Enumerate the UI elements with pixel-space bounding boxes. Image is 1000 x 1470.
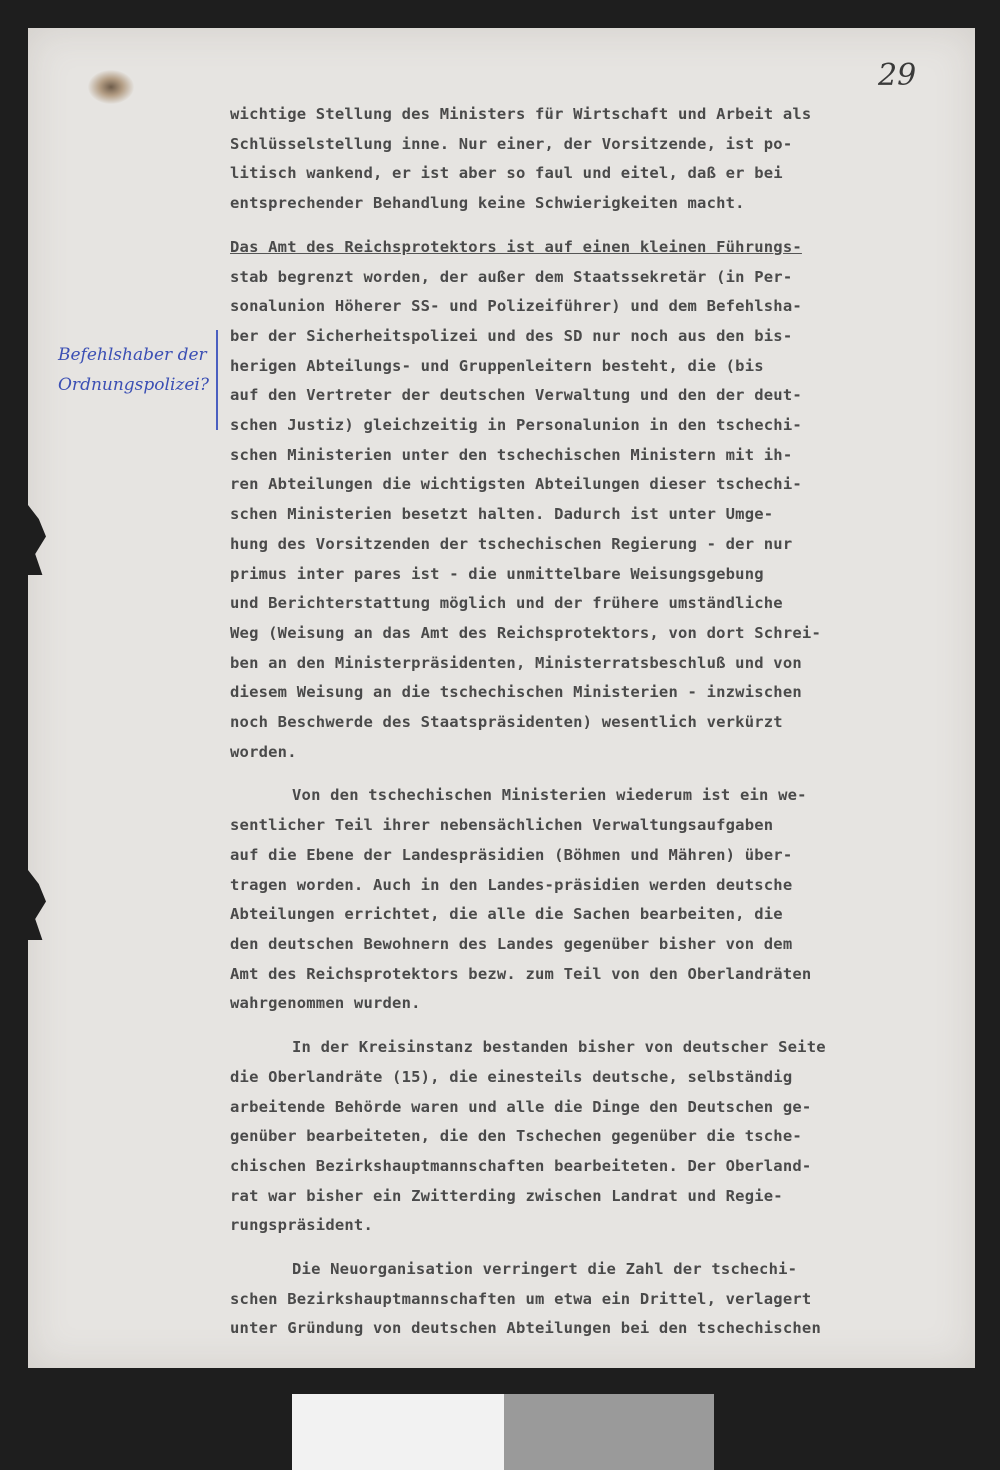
text-line: auf die Ebene der Landespräsidien (Böhmen und Mähren) über- xyxy=(230,845,793,864)
text-line: ben an den Ministerpräsidenten, Ministerratsbeschluß und von xyxy=(230,653,802,672)
text-line: Weg (Weisung an das Amt des Reichsprotektors, von dort Schrei- xyxy=(230,623,821,642)
text-line: herigen Abteilungs- und Gruppenleitern besteht, die (bis xyxy=(230,356,764,375)
page-number: 29 xyxy=(878,58,917,93)
text-line: rat war bisher ein Zwitterding zwischen Landrat und Regie- xyxy=(230,1186,783,1205)
annotation-line: Ordnungspolizei? xyxy=(58,375,209,395)
text-line: wahrgenommen wurden. xyxy=(230,994,421,1013)
text-line: und Berichterstattung möglich und der frühere umständliche xyxy=(230,594,783,613)
text-line: primus inter pares ist - die unmittelbare Weisungsgebung xyxy=(230,564,764,583)
text-line: den deutschen Bewohnern des Landes gegenüber bisher von dem xyxy=(230,934,793,953)
text-line: worden. xyxy=(230,742,297,761)
text-line: unter Gründung von deutschen Abteilungen bei den tschechischen xyxy=(230,1319,821,1338)
paragraph xyxy=(230,1255,970,1344)
text-line: In der Kreisinstanz bestanden bisher von deutscher Seite xyxy=(292,1038,826,1057)
handwritten-annotation xyxy=(58,340,218,400)
margin-mark xyxy=(216,330,218,430)
text-line: schen Ministerien besetzt halten. Dadurch ist unter Umge- xyxy=(230,505,774,524)
text-line: wichtige Stellung des Ministers für Wirtschaft und Arbeit als xyxy=(230,105,812,123)
text-line: Abteilungen errichtet, die alle die Sachen bearbeiten, die xyxy=(230,905,783,924)
text-line: auf den Vertreter der deutschen Verwaltung und den der deut- xyxy=(230,386,802,405)
text-line: noch Beschwerde des Staatspräsidenten) wesentlich verkürzt xyxy=(230,713,783,732)
text-line: Von den tschechischen Ministerien wiederum ist ein we- xyxy=(292,786,807,805)
text-line: sentlicher Teil ihrer nebensächlichen Verwaltungsaufgaben xyxy=(230,816,774,835)
text-line: Schlüsselstellung inne. Nur einer, der Vorsitzende, ist po- xyxy=(230,134,793,153)
text-line: entsprechender Behandlung keine Schwierigkeiten macht. xyxy=(230,194,745,213)
text-line: hung des Vorsitzenden der tschechischen Regierung - der nur xyxy=(230,534,793,553)
text-line: ren Abteilungen die wichtigsten Abteilungen dieser tschechi- xyxy=(230,475,802,494)
paragraph xyxy=(230,233,970,768)
text-line: die Oberlandräte (15), die einesteils deutsche, selbständig xyxy=(230,1067,793,1086)
text-line: schen Ministerien unter den tschechischen Ministern mit ih- xyxy=(230,445,793,464)
annotation-line: Befehlshaber der xyxy=(58,345,207,365)
scan-strip-white xyxy=(292,1394,504,1470)
paragraph xyxy=(230,1033,970,1241)
text-line: Das Amt des Reichsprotektors ist auf einen kleinen Führungs- xyxy=(230,237,802,256)
stain xyxy=(88,70,134,104)
text-line: tragen worden. Auch in den Landes-präsidien werden deutsche xyxy=(230,875,793,894)
paragraph xyxy=(230,100,970,219)
scan-strip-gray xyxy=(504,1394,714,1470)
text-line: rungspräsident. xyxy=(230,1216,373,1235)
text-line: litisch wankend, er ist aber so faul und eitel, daß er bei xyxy=(230,164,783,183)
text-line: arbeitende Behörde waren und alle die Dinge den Deutschen ge- xyxy=(230,1097,812,1116)
text-line: stab begrenzt worden, der außer dem Staatssekretär (in Per- xyxy=(230,267,793,286)
text-line: sonalunion Höherer SS- und Polizeiführer) und dem Befehlsha- xyxy=(230,297,802,316)
text-line: Die Neuorganisation verringert die Zahl der tschechi- xyxy=(292,1260,798,1279)
text-line: schen Justiz) gleichzeitig in Personalunion in den tschechi- xyxy=(230,416,802,435)
typed-text xyxy=(230,100,970,1358)
text-line: diesem Weisung an die tschechischen Ministerien - inzwischen xyxy=(230,683,802,702)
text-line: schen Bezirkshauptmannschaften um etwa ein Drittel, verlagert xyxy=(230,1289,812,1308)
text-line: chischen Bezirkshauptmannschaften bearbeiteten. Der Oberland- xyxy=(230,1156,812,1175)
paragraph xyxy=(230,781,970,1019)
text-line: ber der Sicherheitspolizei und des SD nur noch aus den bis- xyxy=(230,326,793,345)
text-line: Amt des Reichsprotektors bezw. zum Teil von den Oberlandräten xyxy=(230,964,812,983)
text-line: genüber bearbeiteten, die den Tschechen gegenüber die tsche- xyxy=(230,1127,802,1146)
